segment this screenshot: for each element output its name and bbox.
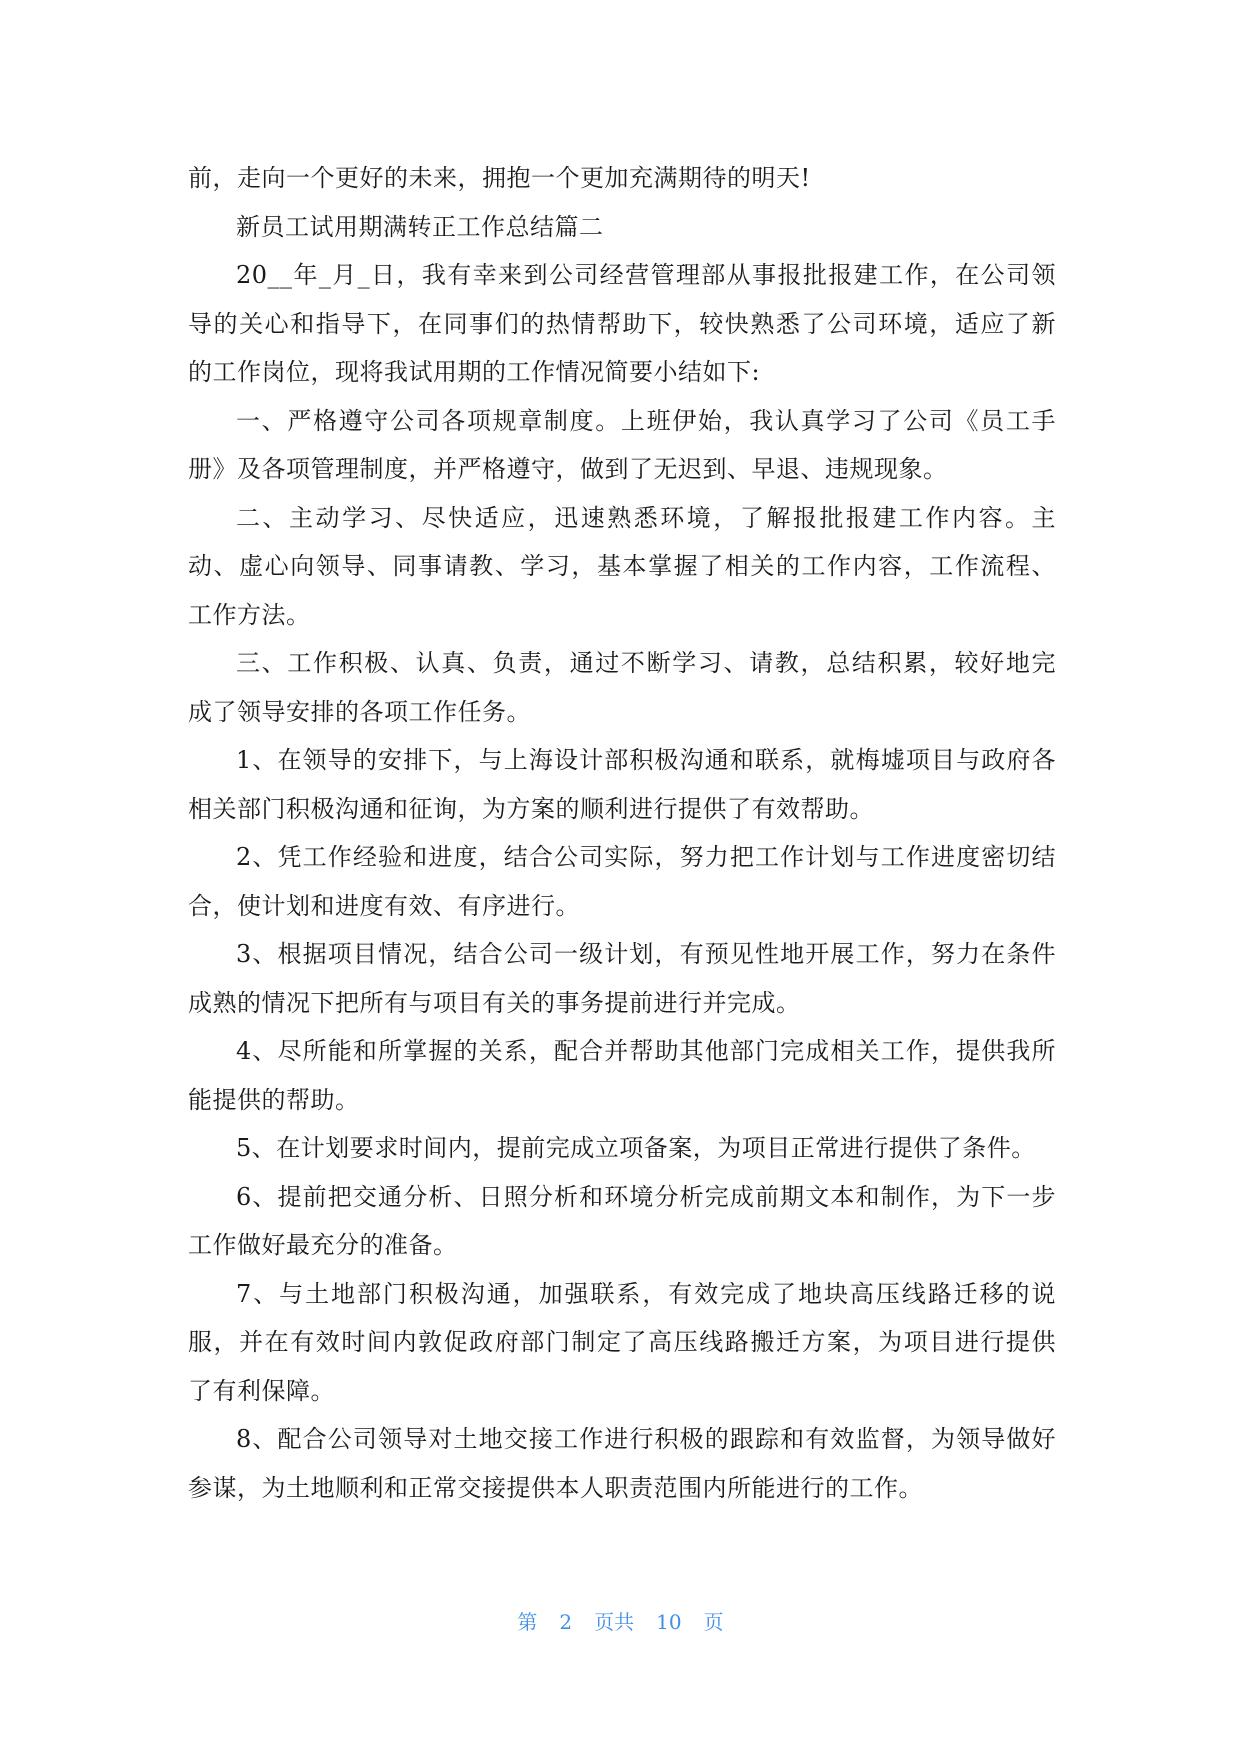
text-line: 工作方法。	[188, 600, 311, 629]
text-line: 前，走向一个更好的未来，拥抱一个更加充满期待的明天!	[188, 164, 811, 192]
text-line: 2、凭工作经验和进度，结合公司实际，努力把工作计划与工作进度密切结	[236, 843, 1056, 871]
text-line: 相关部门积极沟通和征询，为方案的顺利进行提供了有效帮助。	[188, 794, 874, 823]
text-line: 服，并在有效时间内敦促政府部门制定了高压线路搬迁方案，为项目进行提供	[188, 1328, 1056, 1356]
text-line: 的工作岗位，现将我试用期的工作情况简要小结如下:	[188, 358, 761, 386]
total-pages-number: 10	[656, 1610, 682, 1634]
text-line: 二、主动学习、尽快适应，迅速熟悉环境，了解报批报建工作内容。主	[236, 503, 1056, 532]
text-line: 动、虚心向领导、同事请教、学习，基本掌握了相关的工作内容，工作流程、	[188, 552, 1056, 580]
text-line: 参谋，为土地顺利和正常交接提供本人职责范围内所能进行的工作。	[188, 1473, 923, 1502]
text-line: 8、配合公司领导对土地交接工作进行积极的跟踪和有效监督，为领导做好	[236, 1425, 1056, 1453]
text-line: 1、在领导的安排下，与上海设计部积极沟通和联系，就梅墟项目与政府各	[236, 746, 1056, 774]
current-page-number: 2	[559, 1610, 573, 1634]
page-footer	[0, 1606, 1241, 1635]
text-line: 册》及各项管理制度，并严格遵守，做到了无迟到、早退、违规现象。	[188, 455, 948, 483]
text-line: 20__年_月_日，我有幸来到公司经营管理部从事报批报建工作，在公司领	[236, 261, 1056, 289]
text-line: 成熟的情况下把所有与项目有关的事务提前进行并完成。	[188, 988, 801, 1017]
text-line: 3、根据项目情况，结合公司一级计划，有预见性地开展工作，努力在条件	[236, 940, 1056, 968]
section-heading: 新员工试用期满转正工作总结篇二	[236, 212, 604, 241]
page-number-suffix: 页	[703, 1610, 724, 1634]
text-line: 4、尽所能和所掌握的关系，配合并帮助其他部门完成相关工作，提供我所	[236, 1037, 1056, 1065]
text-line: 三、工作积极、认真、负责，通过不断学习、请教，总结积累，较好地完	[236, 649, 1056, 677]
text-line: 工作做好最充分的准备。	[188, 1231, 458, 1259]
text-line: 成了领导安排的各项工作任务。	[188, 697, 531, 726]
page-number-prefix: 第	[517, 1610, 538, 1634]
text-line: 6、提前把交通分析、日照分析和环境分析完成前期文本和制作，为下一步	[236, 1182, 1056, 1211]
page-number-middle: 页共	[594, 1610, 635, 1634]
document-body	[188, 154, 1056, 1512]
text-line: 7、与土地部门积极沟通，加强联系，有效完成了地块高压线路迁移的说	[236, 1279, 1056, 1308]
text-line: 一、严格遵守公司各项规章制度。上班伊始，我认真学习了公司《员工手	[236, 406, 1056, 435]
text-line: 导的关心和指导下，在同事们的热情帮助下，较快熟悉了公司环境，适应了新	[188, 309, 1056, 338]
text-line: 能提供的帮助。	[188, 1085, 360, 1114]
text-line: 合，使计划和进度有效、有序进行。	[188, 891, 580, 920]
text-line: 了有利保障。	[188, 1376, 335, 1405]
text-line: 5、在计划要求时间内，提前完成立项备案，为项目正常进行提供了条件。	[236, 1134, 1036, 1162]
